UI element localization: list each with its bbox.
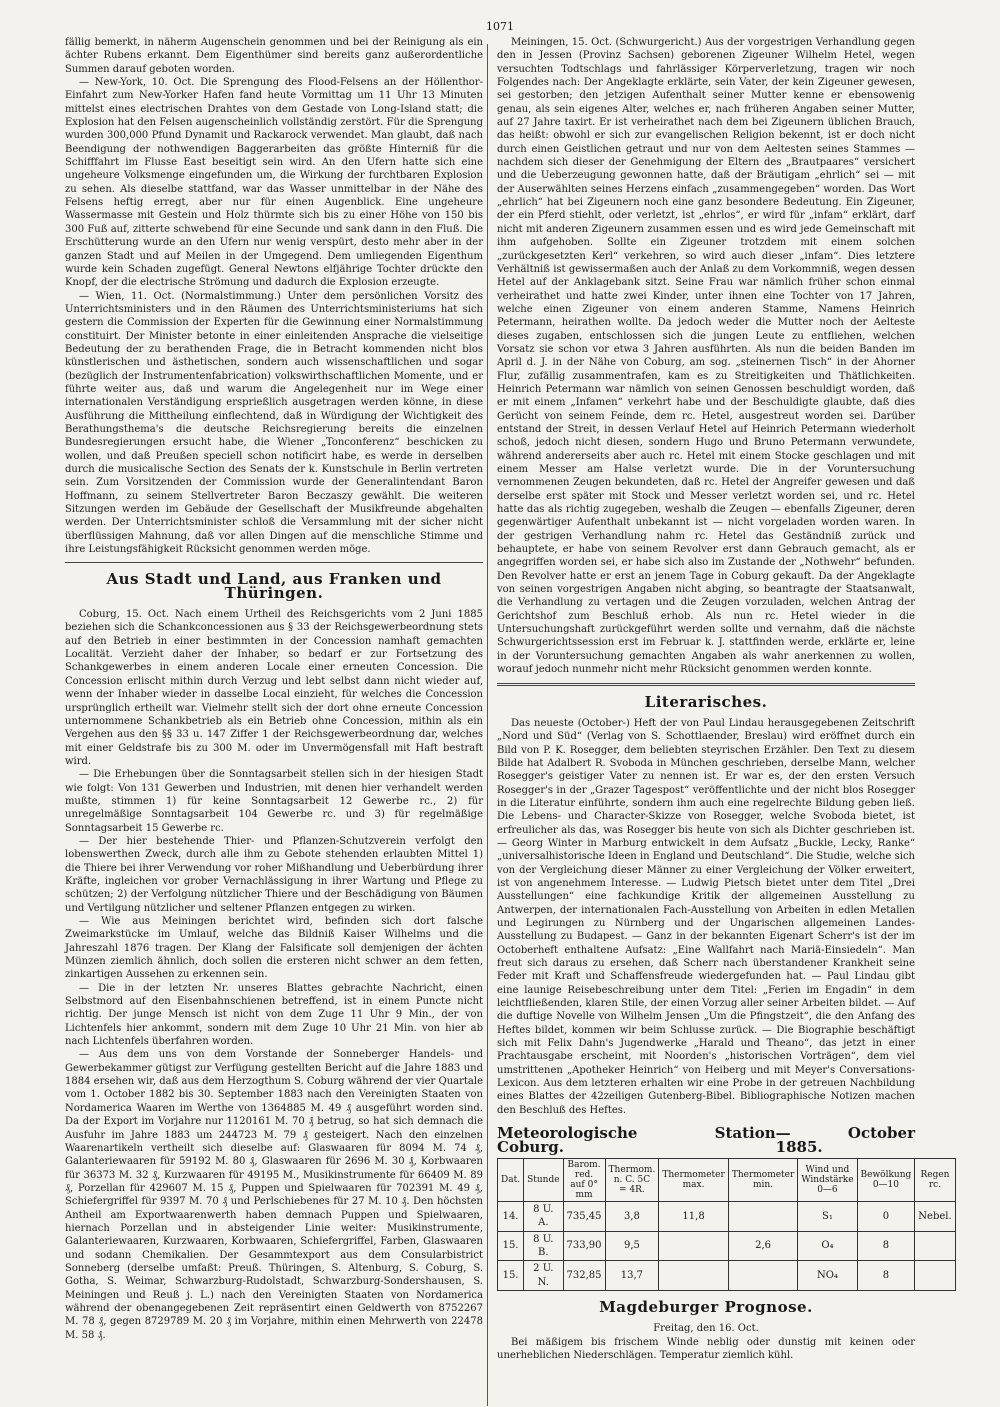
table-header-row [498,1158,956,1201]
table-cell: 14. [498,1201,524,1231]
literary-heading: Literarisches. [644,692,768,711]
table-cell [728,1201,798,1231]
meteo-title: Meteorologische Station Coburg. [497,1124,776,1156]
table-cell: 735,45 [563,1201,605,1231]
prognose-text: Bei mäßigem bis frischem Winde neblig oder dunstig mit keinen oder unerheblichen Niederschlägen. Temperatur ziemlich kühl. [497,1336,915,1361]
table-cell [659,1231,729,1261]
article-paragraph: Coburg, 15. Oct. Nach einem Urtheil des Reichsgerichts vom 2 Juni 1885 beziehen sich die Schankconcessionen aus § 33 der Reichsgewerbeordnung stets auf den Betrieb in einer bestimmten in der Concession namhaft gemachten Localität. Verzieht daher der Inhaber, so bedarf er zur Fortsetzung des Schankgewerbes in einem anderen Locale einer erneuten Concession. Die Concession erlischt mithin durch Verzug und lebt selbst dann nicht wieder auf, wenn der Inhaber wieder in dasselbe Local einzieht, für welches die Concession ursprünglich ertheilt war. Vielmehr stellt sich der dort ohne erneute Concession unternommene Schankbetrieb als ein Betrieb ohne Concession, mithin als ein Vergehen aus den §§ 33 u. 147 Ziffer 1 der Reichsgewerbeordnung dar, welches mit einer Geldstrafe bis zu 300 M. oder im Unvermögensfall mit Haft bestraft wird. [65,609,483,767]
prognose-heading: Magdeburger Prognose. [599,1297,813,1316]
section-rule [497,683,915,686]
table-cell: 2,6 [728,1231,798,1261]
table-cell: 13,7 [605,1261,659,1291]
table-cell: 0 [857,1201,915,1231]
table-cell [915,1261,955,1291]
table-header: Bewölkung 0—10 [857,1158,915,1201]
page-number: 1071 [486,20,514,33]
table-header: Regen rc. [915,1158,955,1201]
meteo-month: — October 1885. [775,1124,915,1156]
article-paragraph: — Wien, 11. Oct. (Normalstimmung.) Unter dem persönlichen Vorsitz des Unterrichtsministers und in den Räumen des Unterrichtsministeriums hat sich gestern die Commission der Experten für die Gewinnung einer Normalstimmung constituirt. Der Minister betonte in einer einleitenden Ansprache die vielseitige Bedeutung der zu berathenden Frage, die in Betracht kommenden nicht blos künstlerischen und ästhetischen, sondern auch wissenschaftlichen und sogar (bezüglich der Instrumentenfabrication) volkswirthschaftlichen Momente, und er führte weiter aus, daß und warum die Angelegenheit nur im Wege einer internationalen Verständigung ersprießlich ausgetragen werden könne, in diese Ausführung die Mittheilung einflechtend, daß in Würdigung der Wichtigkeit des Berathungsthema's die deutsche Reichsregierung bereits die einzelnen Bundesregierungen ersucht habe, die Wiener „Tonconferenz“ beschicken zu wollen, und daß Preußen speciell schon notificirt habe, es werde in derselben durch die musicalische Section des Senats der k. Kunstschule in Berlin vertreten sein. Zum Vorsitzenden der Commission wurde der Generalintendant Baron Hoffmann, zu seinem Stellvertreter Baron Beczaszy gewählt. Die weiteren Sitzungen werden im Gebäude der Gesellschaft der Musikfreunde abgehalten werden. Der Unterrichtsminister schloß die Versammlung mit der sicher nicht überflüssigen Mahnung, daß vor allen Dingen auf die menschliche Stimme und ihre Leistungsfähigkeit Rücksicht genommen werden möge. [65,290,483,556]
table-cell: S₁ [798,1201,857,1231]
table-cell: 8 U. B. [524,1231,563,1261]
table-header: Barom. red. auf 0° mm [563,1158,605,1201]
article-paragraph: — Die Erhebungen über die Sonntagsarbeit stellen sich in der hiesigen Stadt wie folgt: Von 131 Gewerben und Industrien, mit denen hier verhandelt werden mußte, stimmen 1) für keine Sonntagsarbeit 12 Gewerbe rc., 2) für unregelmäßige Sonntagsarbeit 104 Gewerbe rc. und 3) für regelmäßige Sonntagsarbeit 15 Gewerbe rc. [65,769,483,834]
article-paragraph: Das neueste (October-) Heft der von Paul Lindau herausgegebenen Zeitschrift „Nord und Süd“ (Verlag von S. Schottlaender, Breslau) wird eröffnet durch ein Bild von P. K. Rosegger, dem beliebten steyrischen Erzähler. Den Text zu diesem Bilde hat Adalbert R. Svoboda in München geschrieben, derselbe Mann, welcher Rosegger's geistiger Vater zu nennen ist. Er war es, der den ersten Versuch Rosegger's in der „Grazer Tagespost“ veröffentlichte und der nicht blos Rosegger in die Literatur einführte, sondern ihm auch eine regelrechte Bildung geben ließ. Die Lebens- und Character-Skizze von Rosegger, welche Svoboda bietet, ist erfreulicher als das, was Rosegger bis heute von sich als Dichter geschrieben ist. — Georg Winter in Marburg entwickelt in dem Aufsatz „Buckle, Lecky, Ranke“ „universalhistorische Ideen in England und Deutschland“. Die Studie, welche sich von der Vergleichung dieser Männer zu einer Vergleichung der Völker erweitert, ist von angenehmem Interesse. — Ludwig Pietsch bietet unter dem Titel „Drei Ausstellungen“ eine fachkundige Kritik der allgemeinen Ausstellung zu Antwerpen, der internationalen Fach-Ausstellung von Arbeiten in edlen Metallen und Legirungen zu Nürnberg und der Ungarischen allgemeinen Landes-Ausstellung zu Budapest. — Ganz in der bekannten Eigenart Scherr's ist der im Octoberheft enthaltene Aufsatz: „Eine Wallfahrt nach Mariä-Einsiedeln“. Man freut sich daraus zu ersehen, daß Scherr nach überstandener Krankheit seine Feder mit Kraft und Schaffensfreude wiedergefunden hat. — Paul Lindau gibt eine launige Reisebeschreibung unter dem Titel: „Ferien im Engadin“ in dem leichtfließenden, klaren Stile, der einen Vorzug aller seiner Arbeiten bildet. — Auf die duftige Novelle von Wilhelm Jensen „Um die Pfingstzeit“, die den Anfang des Heftes bildet, kommen wir beim Schlusse zurück. — Die Biographie beschäftigt sich mit Felix Dahn's Jugendwerke „Harald und Theano“, das jetzt in einer Prachtausgabe erscheint, mit Noorden's „historischen Vorträgen“, dem viel umstrittenen „Apotheker Heinrich“ von Heiberg und mit Meyer's Conversations-Lexicon. Aus dem letzteren erhalten wir eine Probe in der getreuen Nachbildung eines Blattes der 42zeiligen Gutenberg-Bibel. Bibliographische Notizen machen den Beschluß des Heftes. [497,717,915,1116]
table-header: Thermometer max. [659,1158,729,1201]
meteo-title-row [497,1124,915,1156]
right-column [497,36,952,1362]
table-cell: 8 [857,1231,915,1261]
table-cell: 15. [498,1231,524,1261]
table-cell [728,1261,798,1291]
table-row [498,1261,956,1291]
table-row [498,1201,956,1231]
table-cell [915,1231,955,1261]
table-cell: Nebel. [915,1201,955,1231]
article-paragraph: — New-York, 10. Oct. Die Sprengung des Flood-Felsens an der Höllenthor-Einfahrt zum New-Yorker Hafen fand heute Vormittag um 11 Uhr 13 Minuten mittelst eines electrischen Drahtes von dem Gestade von Long-Island statt; die Explosion hat den Felsen augenscheinlich vollständig zerstört. Für die Sprengung wurden 300,000 Pfund Dynamit und Rackarock verwendet. Man glaubt, daß nach Beendigung der nothwendigen Baggerarbeiten das größte Hinterniß für die Schifffahrt im Flusse East beseitigt sein wird. An den Ufern hatte sich eine ungeheure Volksmenge eingefunden um, die Wirkung der furchtbaren Explosion zu sehen. Als dieselbe stattfand, war das Wasser unmittelbar in der Nähe des Felsens heftig erregt, aber nur für einen Augenblick. Eine ungeheure Wassermasse mit Gestein und Holz thürmte sich bis zu einer Höhe von 150 bis 300 Fuß auf, zitterte schwebend für eine Secunde und sank dann in den Fluß. Die Erschütterung wurde an den Ufern nur wenig verspürt, desto mehr aber in der ganzen Stadt und auf Meilen in der Umgegend. Dem umliegenden Eigenthum wurde kein Schaden zugefügt. General Newtons elfjährige Tochter drückte den Knopf, der die electrische Strömung und dadurch die Explosion erzeugte. [65,77,483,289]
table-cell: 2 U. N. [524,1261,563,1291]
table-cell: 733,90 [563,1231,605,1261]
column-divider [487,44,488,1406]
article-paragraph: — Der hier bestehende Thier- und Pflanzen-Schutzverein verfolgt den lobenswerthen Zweck, durch alle ihm zu Gebote stehenden erlaubten Mittel 1) die Thiere bei ihrer Verwendung vor roher Mißhandlung und Ueberbürdung ihrer Kräfte, ingleichen vor grober Vernachlässigung in ihrer Wartung und Pflege zu schützen; 2) der Verfolgung nützlicher Thiere und der Beschädigung von Bäumen und Vertilgung nützlicher und seltener Pflanzen entgegen zu wirken. [65,835,483,914]
table-header: Thermom. n. C. 5C = 4R. [605,1158,659,1201]
meteo-table [497,1158,956,1291]
article-paragraph: — Die in der letzten Nr. unseres Blattes gebrachte Nachricht, einen Selbstmord auf den Eisenbahnschienen betreffend, ist in einem Puncte nicht richtig. Der junge Mensch ist nicht von dem Zuge 11 Uhr 9 Min., der von Lichtenfels hier ankommt, sondern mit dem Zuge 10 Uhr 21 Min. von hier ab nach Lichtenfels überfahren worden. [65,982,483,1048]
article-paragraph: — Wie aus Meiningen berichtet wird, befinden sich dort falsche Zweimarkstücke im Umlauf, welche das Bildniß Kaiser Wilhelms und die Jahreszahl 1876 tragen. Der Klang der Falsificate soll demjenigen der ächten Münzen ziemlich ähnlich, doch sollen die ersteren nicht schwer an dem fetten, zinkartigen Aussehen zu erkennen sein. [65,916,483,981]
table-cell: O₄ [798,1231,857,1261]
table-header: Dat. [498,1158,524,1201]
table-cell: 732,85 [563,1261,605,1291]
table-header: Stunde [524,1158,563,1201]
table-cell [659,1261,729,1291]
table-cell: 15. [498,1261,524,1291]
article-paragraph: fällig bemerkt, in näherm Augenschein genommen und bei der Reinigung als ein ächter Rubens erkannt. Dem Eigenthümer sind bereits ganz außerordentliche Summen darauf geboten worden. [65,37,483,75]
table-header: Wind und Windstärke 0—6 [798,1158,857,1201]
table-cell: 8 U. A. [524,1201,563,1231]
prognose-date: Freitag, den 16. Oct. [653,1323,759,1335]
article-paragraph: — Aus dem uns von dem Vorstande der Sonneberger Handels- und Gewerbekammer gütigst zur Verfügung gestellten Bericht auf die Jahre 1883 und 1884 ersehen wir, daß aus dem Herzogthum S. Coburg während der vier Quartale vom 1. October 1882 bis 30. September 1883 nach den Vereinigten Staaten von Nordamerica Waaren im Werthe von 1364885 M. 49 ₰ ausgeführt worden sind. Da der Export im Vorjahre nur 1120161 M. 70 ₰ betrug, so hat sich demnach die Ausfuhr im Jahre 1883 um 244723 M. 79 ₰ gesteigert. Nach den einzelnen Waarenartikeln vertheilt sich dieselbe auf: Glaswaaren für 8094 M. 74 ₰, Galanteriewaaren für 59192 M. 80 ₰, Glaswaaren für 2696 M. 30 ₰, Korbwaaren für 36373 M. 32 ₰, Kurzwaaren für 49195 M., Musikinstrumente für 66409 M. 89 ₰, Porzellan für 429607 M. 15 ₰, Puppen und Spielwaaren für 702391 M. 49 ₰, Schiefergriffel für 9397 M. 70 ₰ und Perlschiebenes für 27 M. 10 ₰. Den höchsten Antheil am Exportwaarenwerth haben demnach Puppen und Spielwaaren, hiernach Porzellan und in absteigender Linie weiter: Musikinstrumente, Galanteriewaaren, Kurzwaaren, Korbwaaren, Schiefergriffel, Farben, Glaswaaren und sodann Chemikalien. Der Gesammtexport aus dem Consularbistrict Sonneberg (derselbe umfaßt: Preuß. Thüringen, S. Altenburg, S. Coburg, S. Gotha, S. Weimar, Schwarzburg-Rudolstadt, Schwarzburg-Sondershausen, S. Meiningen und Reuß j. L.) nach den Vereinigten Staaten von Nordamerica während der obenangegebenen Zeit repräsentirt einen Geldwerth von 8752267 M. 78 ₰, gegen 8729789 M. 20 ₰ im Vorjahre, mithin einen Mehrwerth von 22478 M. 58 ₰. [65,1049,483,1341]
table-cell: 11,8 [659,1201,729,1231]
article-paragraph: Meiningen, 15. Oct. (Schwurgericht.) Aus der vorgestrigen Verhandlung gegen den in Jessen (Provinz Sachsen) geborenen Zigeuner Wilhelm Hetel, wegen versuchten Todtschlags und fahrlässiger Körperverletzung, tragen wir noch Folgendes nach: Der Angeklagte erklärte, sein Vater, der kein Zigeuner gewesen, sei gestorben; den jetzigen Aufenthalt seiner Mutter kenne er ebensowenig genau, als sein eigenes Alter, welches er, nach früheren Angaben seiner Mutter, auf 27 Jahre taxirt. Er ist verheirathet nach dem bei Zigeunern üblichen Brauch, das heißt: obwohl er sich zur evangelischen Religion bekennt, ist er doch nicht durch einen Geistlichen getraut und nur von dem Aeltesten seines Stammes — nachdem sich dieser der Genehmigung der Eltern des „Brautpaares“ versichert und die Ueberzeugung gewonnen hatte, daß der Bräutigam „ehrlich“ sei — mit der Auserwählten seines Herzens einfach „zusammengegeben“ worden. Das Wort „ehrlich“ hat bei Zigeunern noch eine ganz besondere Bedeutung. Ein Zigeuner, der ein Pferd stiehlt, oder verletzt, ist „ehrlos“, er wird für „infam“ erklärt, darf nicht mit anderen Zigeunern zusammen essen und es wird jede Gemeinschaft mit ihm aufgehoben. Sollte ein Zigeuner trotzdem mit einem solchen „zurückgesetzten Kerl“ verkehren, so wird auch dieser „infam“. Dies letztere Verhältniß ist gewissermaßen auch der Anlaß zu dem Vorkommniß, wegen dessen Hetel auf der Anklagebank sitzt. Seine Frau war nämlich früher schon einmal verheirathet und hatte zwei Kinder, unter ihnen eine Tochter von 17 Jahren, welche einen Zigeuner von einem anderen Stamme, Namens Heinrich Petermann, heirathen wollte. Da jedoch weder die Mutter noch der Aelteste dieses zugaben, entschlossen sich die jungen Leute zu entfliehen, welchen Vorsatz sie schon vor etwa 3 Jahren ausführten. Als nun die beiden Banden im April d. J. in der Nähe von Coburg, am sog. „steinernen Tisch“ in der Ahorner Flur, zufällig zusammentrafen, kam es zu Streitigkeiten und Thätlichkeiten. Heinrich Petermann war nämlich von seinen Genossen beschuldigt worden, daß er mit einem „Infamen“ verkehrt habe und der Beschuldigte glaubte, daß dies Gerücht von seinem Feinde, dem rc. Hetel, ausgestreut worden sei. Darüber entstand der Streit, in dessen Verlauf Hetel auf Heinrich Petermann wiederholt schoß, jedoch nicht diesen, sondern Hugo und Bruno Petermann verwundete, während andererseits aber auch rc. Hetel mit einem Stocke geschlagen und mit einem Messer am Halse verletzt wurde. Die in der Voruntersuchung vernommenen Zeugen bekundeten, daß rc. Hetel der Angreifer gewesen und daß derselbe erst später mit Stock und Messer verletzt worden sei, und rc. Hetel hatte das als richtig zugegeben, weshalb die Zeugen — ebenfalls Zigeuner, deren gegenwärtiger Aufenthalt unbekannt ist — nicht vorgeladen worden waren. In der gestrigen Verhandlung nahm rc. Hetel das Geständniß zurück und behauptete, er habe von seinem Revolver erst dann Gebrauch gemacht, als er angegriffen worden sei, er habe sich also im Zustande der „Nothwehr“ befunden. Den Revolver hatte er erst an jenem Tage in Coburg gekauft. Da der Angeklagte von seinen vorgestrigen Angaben nicht abging, so beantragte der Staatsanwalt, die Verhandlung zu vertagen und die Zeugen vorzuladen, welchen Antrag der Gerichtshof zum Beschluß erhob. Als nun rc. Hetel wieder in die Untersuchungshaft zurückgeführt werden sollte und vernahm, daß die nächste Schwurgerichtssession erst im Februar k. J. stattfinden werde, erklärte er, leine in der Voruntersuchung gemachten Angaben als wahr anerkennen zu wollen, worauf jedoch nunmehr nicht mehr Rücksicht genommen werden konnte. [497,37,915,676]
table-cell: 8 [857,1261,915,1291]
table-cell: 9,5 [605,1231,659,1261]
table-cell: 3,8 [605,1201,659,1231]
left-column [65,36,483,1342]
table-row [498,1231,956,1261]
table-header: Thermometer min. [728,1158,798,1201]
table-cell: NO₄ [798,1261,857,1291]
section-heading: Aus Stadt und Land, aus Franken und Thüringen. [106,570,442,602]
section-rule [65,562,483,563]
